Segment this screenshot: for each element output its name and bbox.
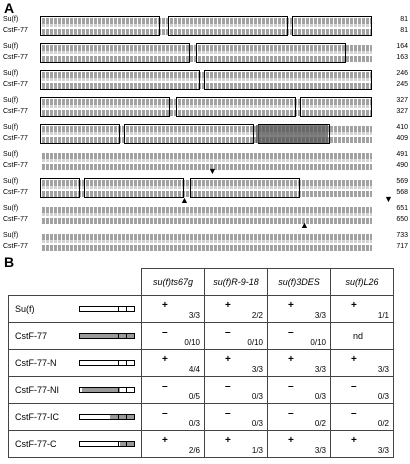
result-cell <box>205 296 268 323</box>
result-cell <box>142 296 205 323</box>
seq-position-suf: 569 <box>396 178 408 185</box>
construct-region <box>82 388 120 392</box>
seq-position-cstf: 409 <box>396 135 408 142</box>
arrow-down-icon: ▼ <box>208 166 217 176</box>
domain-divider <box>118 415 119 419</box>
result-symbol: + <box>351 435 357 446</box>
construct-diagram <box>79 333 135 339</box>
result-count: 0/5 <box>188 392 200 401</box>
alignment-row <box>0 205 410 231</box>
result-symbol: – <box>288 408 294 419</box>
result-count: 3/3 <box>251 365 263 374</box>
result-cell <box>331 350 394 377</box>
seq-name-suf: Su(f) <box>3 178 19 185</box>
result-symbol: + <box>288 300 294 311</box>
result-count: 3/3 <box>314 365 326 374</box>
result-symbol: + <box>288 354 294 365</box>
construct-name: CstF-77-IC <box>15 412 60 422</box>
result-cell <box>205 350 268 377</box>
construct-diagram <box>79 441 135 447</box>
construct-label-cell <box>9 296 142 323</box>
seq-name-cstf: CstF-77 <box>3 243 28 250</box>
result-cell <box>205 377 268 404</box>
result-symbol: + <box>225 300 231 311</box>
domain-divider <box>118 388 119 392</box>
seq-position-cstf: 717 <box>396 243 408 250</box>
result-symbol: – <box>288 381 294 392</box>
construct-label-cell <box>9 350 142 377</box>
table-row <box>9 377 394 404</box>
seq-position-suf: 651 <box>396 205 408 212</box>
domain-divider <box>126 442 127 446</box>
seq-position-cstf: 81 <box>400 27 408 34</box>
seq-position-cstf: 327 <box>396 108 408 115</box>
result-count: 3/3 <box>377 365 389 374</box>
sequence-line-cstf <box>42 218 372 224</box>
sequence-line-cstf <box>42 164 372 170</box>
shaded-region <box>256 125 328 143</box>
result-count: 0/2 <box>314 419 326 428</box>
domain-divider <box>126 415 127 419</box>
result-count: 3/3 <box>188 311 200 320</box>
result-symbol: – <box>225 327 231 338</box>
hat-repeat-box <box>190 178 300 198</box>
panel-b-letter: B <box>4 254 15 270</box>
result-count: 0/3 <box>188 419 200 428</box>
construct-diagram <box>79 360 135 366</box>
hat-repeat-box <box>40 97 170 117</box>
allele-header: su(f)L26 <box>331 269 394 296</box>
construct-label-cell <box>9 323 142 350</box>
result-cell <box>142 377 205 404</box>
hat-repeat-box <box>40 178 80 198</box>
result-count: 0/10 <box>310 338 326 347</box>
table-row <box>9 323 394 350</box>
construct-name: CstF-77-N <box>15 358 57 368</box>
complementation-table <box>8 268 394 458</box>
result-count: 3/3 <box>377 446 389 455</box>
seq-name-cstf: CstF-77 <box>3 189 28 196</box>
seq-position-suf: 164 <box>396 43 408 50</box>
result-symbol: – <box>162 408 168 419</box>
construct-name: Su(f) <box>15 304 35 314</box>
seq-name-cstf: CstF-77 <box>3 216 28 223</box>
result-cell <box>331 377 394 404</box>
result-symbol: + <box>162 354 168 365</box>
result-cell <box>142 323 205 350</box>
seq-name-cstf: CstF-77 <box>3 27 28 34</box>
result-cell <box>268 350 331 377</box>
result-symbol: – <box>351 408 357 419</box>
hat-repeat-box <box>40 16 160 36</box>
similarity-line <box>42 240 372 243</box>
result-symbol: + <box>351 300 357 311</box>
arrow-down-icon: ▼ <box>384 194 393 204</box>
result-symbol: + <box>288 435 294 446</box>
result-count: 0/3 <box>377 392 389 401</box>
hat-repeat-box <box>168 16 288 36</box>
result-count: 3/3 <box>314 311 326 320</box>
seq-position-cstf: 245 <box>396 81 408 88</box>
complementation-panel <box>0 254 410 464</box>
table-corner <box>9 269 142 296</box>
seq-name-cstf: CstF-77 <box>3 81 28 88</box>
arrow-up-icon: ▲ <box>180 195 189 205</box>
seq-name-suf: Su(f) <box>3 124 19 131</box>
sequence-alignment <box>0 16 410 260</box>
hat-repeat-box <box>196 43 346 63</box>
hat-repeat-box <box>300 97 372 117</box>
table-header-row <box>9 269 394 296</box>
result-symbol: + <box>162 300 168 311</box>
seq-name-suf: Su(f) <box>3 151 19 158</box>
table-row <box>9 431 394 458</box>
domain-divider <box>118 442 119 446</box>
result-symbol: + <box>225 435 231 446</box>
construct-name: CstF-77 <box>15 331 48 341</box>
hat-repeat-box <box>40 43 190 63</box>
table-row <box>9 296 394 323</box>
result-symbol: – <box>288 327 294 338</box>
result-count: 3/3 <box>314 446 326 455</box>
result-symbol: – <box>351 381 357 392</box>
seq-name-cstf: CstF-77 <box>3 108 28 115</box>
seq-name-cstf: CstF-77 <box>3 162 28 169</box>
seq-position-suf: 733 <box>396 232 408 239</box>
hat-repeat-box <box>124 124 254 144</box>
domain-divider <box>126 307 127 311</box>
seq-position-cstf: 490 <box>396 162 408 169</box>
construct-region <box>120 442 134 446</box>
result-symbol: – <box>162 381 168 392</box>
domain-divider <box>126 388 127 392</box>
construct-diagram <box>79 387 135 393</box>
result-cell <box>331 323 394 350</box>
result-count: 1/3 <box>251 446 263 455</box>
result-cell <box>331 431 394 458</box>
result-symbol: – <box>225 408 231 419</box>
construct-label-cell <box>9 431 142 458</box>
result-cell <box>268 296 331 323</box>
seq-position-cstf: 163 <box>396 54 408 61</box>
panel-a-letter: A <box>4 0 15 16</box>
domain-divider <box>126 361 127 365</box>
hat-repeat-box <box>84 178 184 198</box>
seq-position-cstf: 650 <box>396 216 408 223</box>
result-cell <box>331 296 394 323</box>
seq-name-suf: Su(f) <box>3 16 19 23</box>
result-cell <box>205 404 268 431</box>
result-cell <box>268 323 331 350</box>
seq-position-suf: 81 <box>400 16 408 23</box>
construct-name: CstF-77-C <box>15 439 57 449</box>
allele-header: su(f)R-9-18 <box>205 269 268 296</box>
result-cell <box>331 404 394 431</box>
result-symbol: + <box>225 354 231 365</box>
arrow-up-icon: ▲ <box>300 220 309 230</box>
result-cell <box>205 323 268 350</box>
seq-position-cstf: 568 <box>396 189 408 196</box>
domain-divider <box>118 334 119 338</box>
result-cell <box>142 404 205 431</box>
seq-position-suf: 491 <box>396 151 408 158</box>
alignment-row <box>0 151 410 177</box>
construct-region <box>110 415 134 419</box>
result-count: 0/10 <box>184 338 200 347</box>
domain-divider <box>118 307 119 311</box>
construct-diagram <box>79 414 135 420</box>
hat-repeat-box <box>204 70 372 90</box>
table-row <box>9 404 394 431</box>
result-count: 2/6 <box>188 446 200 455</box>
result-count: 0/2 <box>377 419 389 428</box>
result-symbol: – <box>225 381 231 392</box>
similarity-line <box>42 159 372 162</box>
result-cell <box>268 404 331 431</box>
result-count: 0/3 <box>251 392 263 401</box>
seq-name-suf: Su(f) <box>3 70 19 77</box>
not-determined: nd <box>353 331 364 341</box>
result-count: 0/3 <box>314 392 326 401</box>
seq-position-suf: 246 <box>396 70 408 77</box>
seq-name-suf: Su(f) <box>3 232 19 239</box>
construct-label-cell <box>9 404 142 431</box>
domain-divider <box>126 334 127 338</box>
seq-name-suf: Su(f) <box>3 43 19 50</box>
result-count: 2/2 <box>251 311 263 320</box>
construct-name: CstF-77-NI <box>15 385 60 395</box>
seq-name-cstf: CstF-77 <box>3 54 28 61</box>
result-count: 4/4 <box>188 365 200 374</box>
hat-repeat-box <box>176 97 296 117</box>
table-row <box>9 350 394 377</box>
hat-repeat-box <box>40 70 200 90</box>
seq-name-suf: Su(f) <box>3 205 19 212</box>
result-symbol: + <box>351 354 357 365</box>
domain-divider <box>118 361 119 365</box>
result-count: 1/1 <box>377 311 389 320</box>
seq-position-suf: 410 <box>396 124 408 131</box>
result-cell <box>268 377 331 404</box>
allele-header: su(f)ts67g <box>142 269 205 296</box>
sequence-line-cstf <box>42 245 372 251</box>
result-symbol: – <box>162 327 168 338</box>
seq-name-suf: Su(f) <box>3 97 19 104</box>
similarity-line <box>42 213 372 216</box>
result-cell <box>142 350 205 377</box>
result-cell <box>205 431 268 458</box>
result-symbol: + <box>162 435 168 446</box>
result-cell <box>142 431 205 458</box>
seq-name-cstf: CstF-77 <box>3 135 28 142</box>
construct-label-cell <box>9 377 142 404</box>
hat-repeat-box <box>40 124 120 144</box>
allele-header: su(f)3DES <box>268 269 331 296</box>
construct-diagram <box>79 306 135 312</box>
result-count: 0/3 <box>251 419 263 428</box>
seq-position-suf: 327 <box>396 97 408 104</box>
hat-repeat-box <box>292 16 372 36</box>
result-count: 0/10 <box>247 338 263 347</box>
result-cell <box>268 431 331 458</box>
